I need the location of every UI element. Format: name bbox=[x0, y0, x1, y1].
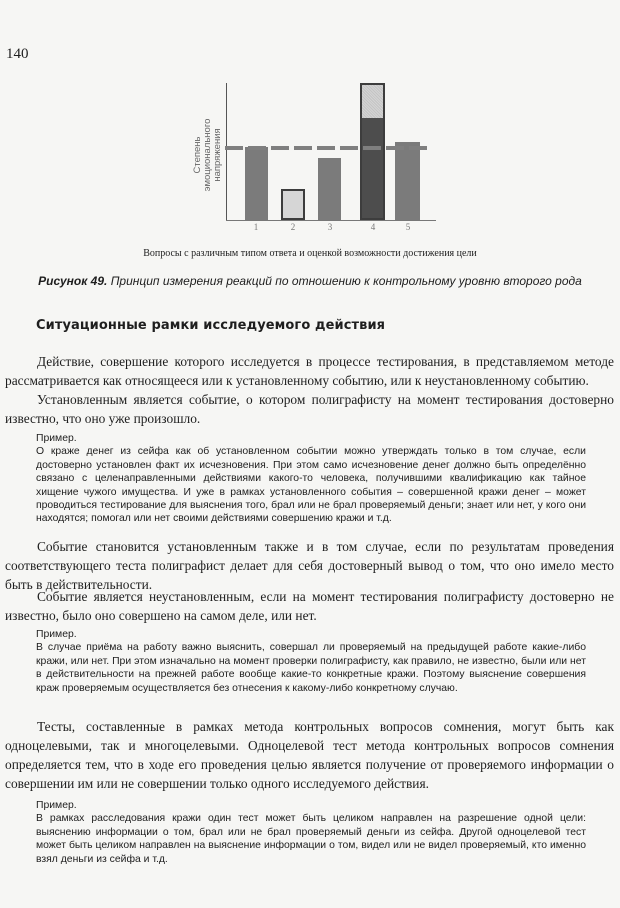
example-block-1 bbox=[36, 432, 586, 526]
bar-4-stacked bbox=[360, 83, 385, 220]
x-tick: 5 bbox=[405, 222, 411, 232]
x-tick: 1 bbox=[253, 222, 259, 232]
figure-caption-prefix: Рисунок 49. bbox=[38, 274, 108, 288]
paragraph-5: Тесты, составленные в рамках метода контрольных вопросов сомнения, могут быть как одноцелевыми, так и многоцелевыми. Одноцелевой тест метода контрольных вопросов сомнения определяется тем, что в ходе его проведения целью является получение от проверяемого информации о совершении им или не совершении только одного исследуемого действия. bbox=[5, 719, 614, 791]
y-label-line: напряжения bbox=[212, 128, 223, 182]
bar-2 bbox=[281, 189, 305, 220]
example-text: В рамках расследования кражи один тест может быть целиком направлен на разрешение одной цели: выяснению информации о том, брал или не брал проверяемый деньги из сейфа. Другой одноцелевой тест может быть целиком направлен на выяснение информации о том, видел или не видел проверяемый, кто именно взял деньги из сейфа и т.д. bbox=[36, 813, 586, 865]
example-text: О краже денег из сейфа как об установленном событии можно утверждать только в том случае, если достоверно установлен факт их исчезновения. При этом само исчезновение денег должно быть определённо связано с целенаправленными действиями какого-то человека, получившими квалификацию как тайное хищение чужого имущества. И уже в рамках установленного события – совершенной кражи денег – может проводиться тестирование для выяснения того, брал или не брал проверяемый деньги; знает или нет, у кого они находятся; помогал или нет своими действиями совершению кражи и т.д. bbox=[36, 446, 586, 525]
paragraph-1: Действие, совершение которого исследуется в процессе тестирования, в представляемом методе рассматривается как относящееся или к установленному событию, или к неустановленному событию. bbox=[5, 354, 614, 388]
figure-caption-text: Принцип измерения реакций по отношению к контрольному уровню второго рода bbox=[107, 274, 582, 288]
y-label-line: эмоционального bbox=[202, 118, 213, 192]
bar-1 bbox=[245, 147, 268, 220]
bar-4-stippled-segment bbox=[362, 85, 383, 118]
example-text: В случае приёма на работу важно выяснить, совершал ли проверяемый на предыдущей работе какие-либо кражи, или нет. При этом изначально на момент проверки полиграфисту, как правило, не известно, были или нет в действительности на прежней работе вообще какие-то конкретные кражи. Поэтому выяснение совершения краж проверяемым осуществляется без отнесения к какому-либо конкретному случаю. bbox=[36, 642, 586, 694]
y-axis bbox=[226, 83, 227, 221]
x-axis bbox=[226, 220, 436, 221]
paragraph-2: Установленным является событие, о котором полиграфисту на момент тестирования достоверно известно, что оно уже произошло. bbox=[5, 392, 614, 426]
figure-caption bbox=[0, 274, 620, 288]
example-block-2 bbox=[36, 628, 586, 695]
chart-x-caption: Вопросы с различным типом ответа и оценкой возможности достижения цели bbox=[143, 248, 477, 259]
bar-5 bbox=[395, 142, 420, 220]
example-label: Пример. bbox=[36, 433, 77, 444]
chart-y-axis-label bbox=[193, 95, 223, 215]
reference-dashed-line bbox=[225, 146, 427, 150]
x-tick: 4 bbox=[370, 222, 376, 232]
paragraph-3: Событие становится установленным также и в том случае, если по результатам проведения соответствующего теста полиграфист делает для себя достоверный вывод о том, что оно имело место быть в действительности. bbox=[5, 539, 614, 592]
paragraph-4: Событие является неустановленным, если на момент тестирования полиграфисту достоверно не известно, было оно совершено на самом деле, или нет. bbox=[5, 589, 614, 623]
example-block-3 bbox=[36, 799, 586, 866]
page-number: 140 bbox=[6, 46, 29, 62]
example-label: Пример. bbox=[36, 800, 77, 811]
example-label: Пример. bbox=[36, 629, 77, 640]
bar-3 bbox=[318, 158, 341, 220]
bar-chart-figure bbox=[0, 0, 620, 240]
y-label-line: Степень bbox=[192, 136, 203, 174]
x-tick: 2 bbox=[290, 222, 296, 232]
x-tick: 3 bbox=[327, 222, 333, 232]
section-heading: Ситуационные рамки исследуемого действия bbox=[36, 318, 386, 333]
